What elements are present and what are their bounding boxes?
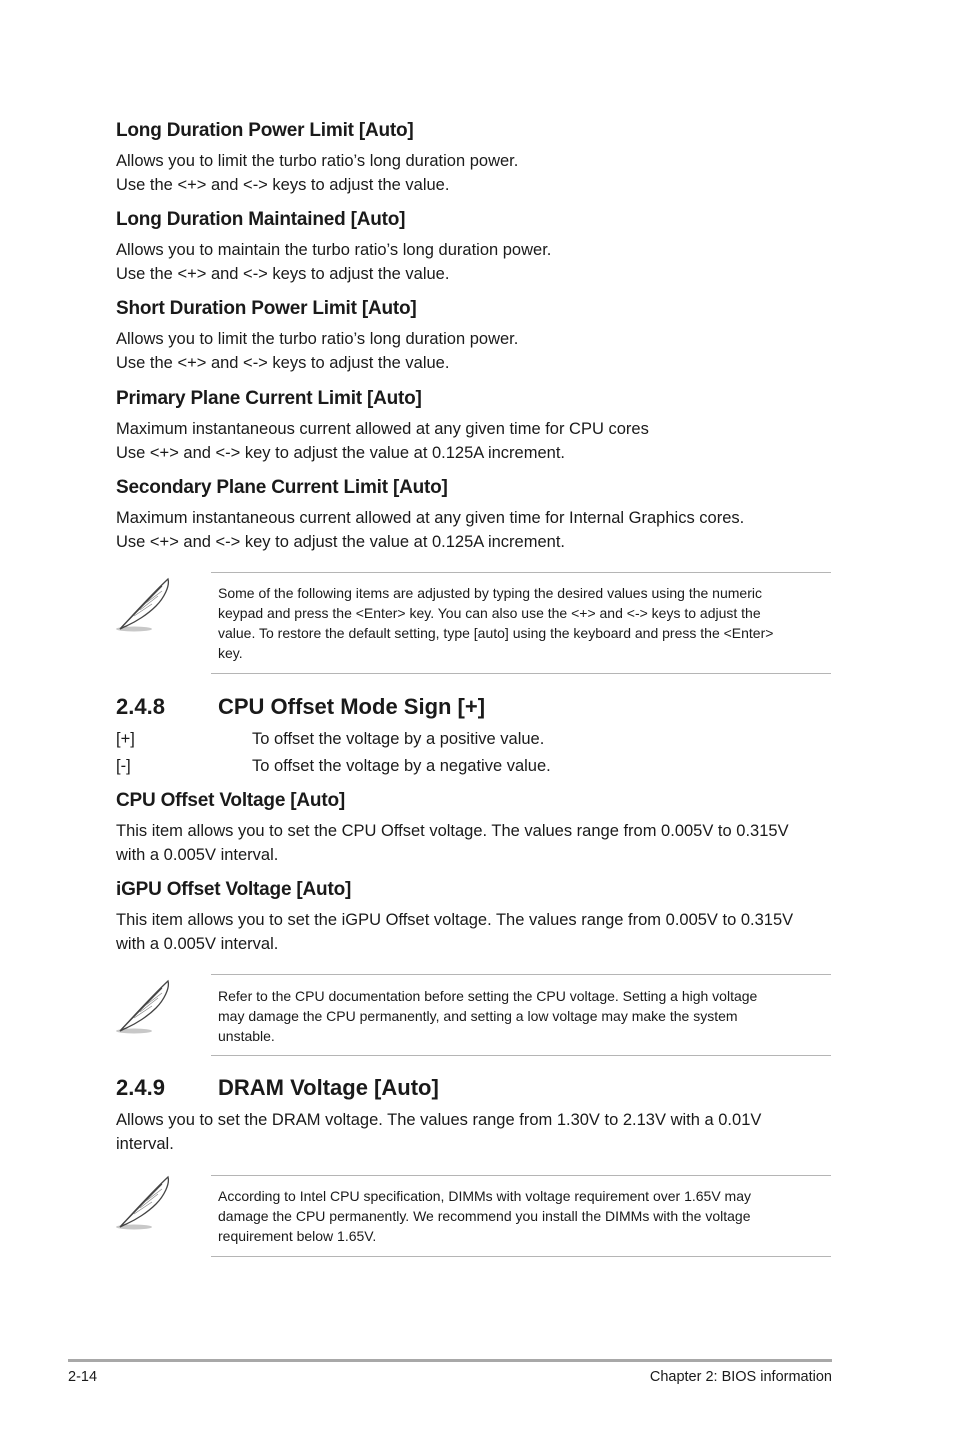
footer-rule bbox=[68, 1359, 832, 1362]
item-title: Short Duration Power Limit [Auto] bbox=[116, 298, 417, 319]
section-description: Allows you to set the DRAM voltage. The values range from 1.30V to 2.13V with a 0.01V interval. bbox=[116, 1111, 762, 1153]
option-key: [+] bbox=[116, 730, 135, 748]
feather-pen-icon bbox=[112, 978, 174, 1036]
chapter-label: Chapter 2: BIOS information bbox=[649, 1369, 832, 1385]
section-title: CPU Offset Mode Sign [+] bbox=[218, 694, 486, 719]
item-description: Allows you to limit the turbo ratio’s long duration power. Use the <+> and <-> keys to adjust the value. bbox=[116, 152, 519, 194]
item-title: Primary Plane Current Limit [Auto] bbox=[116, 388, 422, 409]
item-title: Long Duration Maintained [Auto] bbox=[116, 209, 406, 230]
note-box: Refer to the CPU documentation before setting the CPU voltage. Setting a high voltage may damage the CPU permanently, and setting a low voltage may make the system unstable. bbox=[211, 974, 831, 1056]
section-number: 2.4.9 bbox=[116, 1075, 165, 1100]
feather-pen-icon bbox=[112, 576, 174, 634]
note-box: Some of the following items are adjusted by typing the desired values using the numeric keypad and press the <Enter> key. You can also use the <+> and <-> keys to adjust the value. To restore the default setting, type [auto] using the keyboard and press the <Enter> key. bbox=[211, 572, 831, 674]
option-key: [-] bbox=[116, 757, 131, 775]
item-title: iGPU Offset Voltage [Auto] bbox=[116, 879, 352, 900]
section-heading bbox=[116, 1075, 439, 1101]
feather-pen-icon bbox=[112, 1174, 174, 1232]
item-description: Allows you to limit the turbo ratio’s long duration power. Use the <+> and <-> keys to adjust the value. bbox=[116, 330, 519, 372]
page-number: 2-14 bbox=[68, 1369, 98, 1385]
item-title: CPU Offset Voltage [Auto] bbox=[116, 790, 345, 811]
option-description: To offset the voltage by a positive value. bbox=[252, 730, 545, 748]
note-box: According to Intel CPU specification, DIMMs with voltage requirement over 1.65V may damage the CPU permanently. We recommend you install the DIMMs with the voltage requirement below 1.65V. bbox=[211, 1175, 831, 1257]
section-heading bbox=[116, 694, 485, 720]
item-description: This item allows you to set the iGPU Offset voltage. The values range from 0.005V to 0.315V with a 0.005V interval. bbox=[116, 911, 794, 953]
item-description: Maximum instantaneous current allowed at any given time for CPU cores Use <+> and <-> key to adjust the value at 0.125A increment. bbox=[116, 420, 649, 462]
section-title: DRAM Voltage [Auto] bbox=[218, 1075, 439, 1100]
item-title: Long Duration Power Limit [Auto] bbox=[116, 120, 414, 141]
option-description: To offset the voltage by a negative value. bbox=[252, 757, 551, 775]
section-number: 2.4.8 bbox=[116, 694, 165, 719]
item-description: Allows you to maintain the turbo ratio’s long duration power. Use the <+> and <-> keys to adjust the value. bbox=[116, 241, 552, 283]
item-title: Secondary Plane Current Limit [Auto] bbox=[116, 477, 448, 498]
item-description: This item allows you to set the CPU Offset voltage. The values range from 0.005V to 0.315V with a 0.005V interval. bbox=[116, 822, 789, 864]
item-description: Maximum instantaneous current allowed at any given time for Internal Graphics cores. Use <+> and <-> key to adjust the value at 0.125A increment. bbox=[116, 509, 745, 551]
